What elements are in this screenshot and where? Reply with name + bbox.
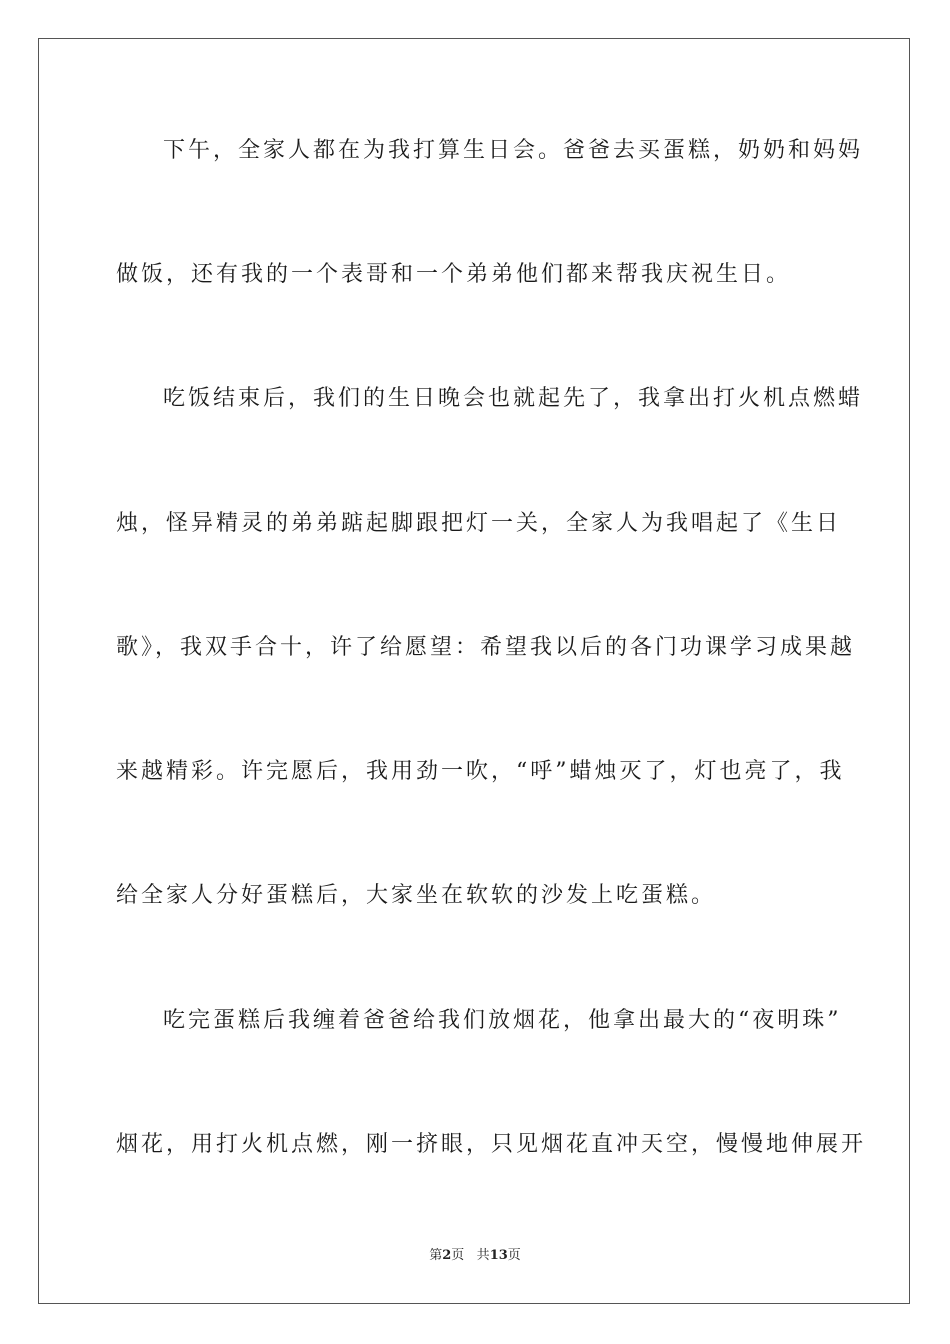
paragraph-2-line-4: 来越精彩。许完愿后，我用劲一吹，“呼”蜡烛灭了，灯也亮了，我 bbox=[116, 759, 845, 784]
paragraph-2-line-5: 给全家人分好蛋糕后，大家坐在软软的沙发上吃蛋糕。 bbox=[116, 883, 717, 908]
footer-total-suffix: 页 bbox=[507, 1248, 521, 1263]
paragraph-2-line-3: 歌》，我双手合十，许了给愿望：希望我以后的各门功课学习成果越 bbox=[116, 635, 856, 660]
paragraph-3-line-2: 烟花，用打火机点燃，刚一挤眼，只见烟花直冲天空，慢慢地伸展开 bbox=[116, 1132, 867, 1157]
footer-page-number: 2 bbox=[442, 1248, 452, 1263]
paragraph-2-line-2: 烛，怪异精灵的弟弟踮起脚跟把灯一关，全家人为我唱起了《生日 bbox=[116, 511, 842, 536]
paragraph-3-line-1: 吃完蛋糕后我缠着爸爸给我们放烟花，他拿出最大的“夜明珠” bbox=[163, 1008, 842, 1033]
footer-total-pages: 13 bbox=[489, 1248, 508, 1263]
page-footer bbox=[0, 1247, 950, 1265]
page-border bbox=[38, 38, 910, 1304]
footer-page-suffix: 页 bbox=[451, 1248, 465, 1263]
paragraph-1-line-1: 下午，全家人都在为我打算生日会。爸爸去买蛋糕，奶奶和妈妈 bbox=[163, 138, 864, 163]
footer-page-prefix: 第 bbox=[429, 1248, 443, 1263]
paragraph-2-line-1: 吃饭结束后，我们的生日晚会也就起先了，我拿出打火机点燃蜡 bbox=[163, 386, 864, 411]
footer-total-prefix: 共 bbox=[476, 1248, 490, 1263]
paragraph-1-line-2: 做饭，还有我的一个表哥和一个弟弟他们都来帮我庆祝生日。 bbox=[116, 262, 792, 287]
